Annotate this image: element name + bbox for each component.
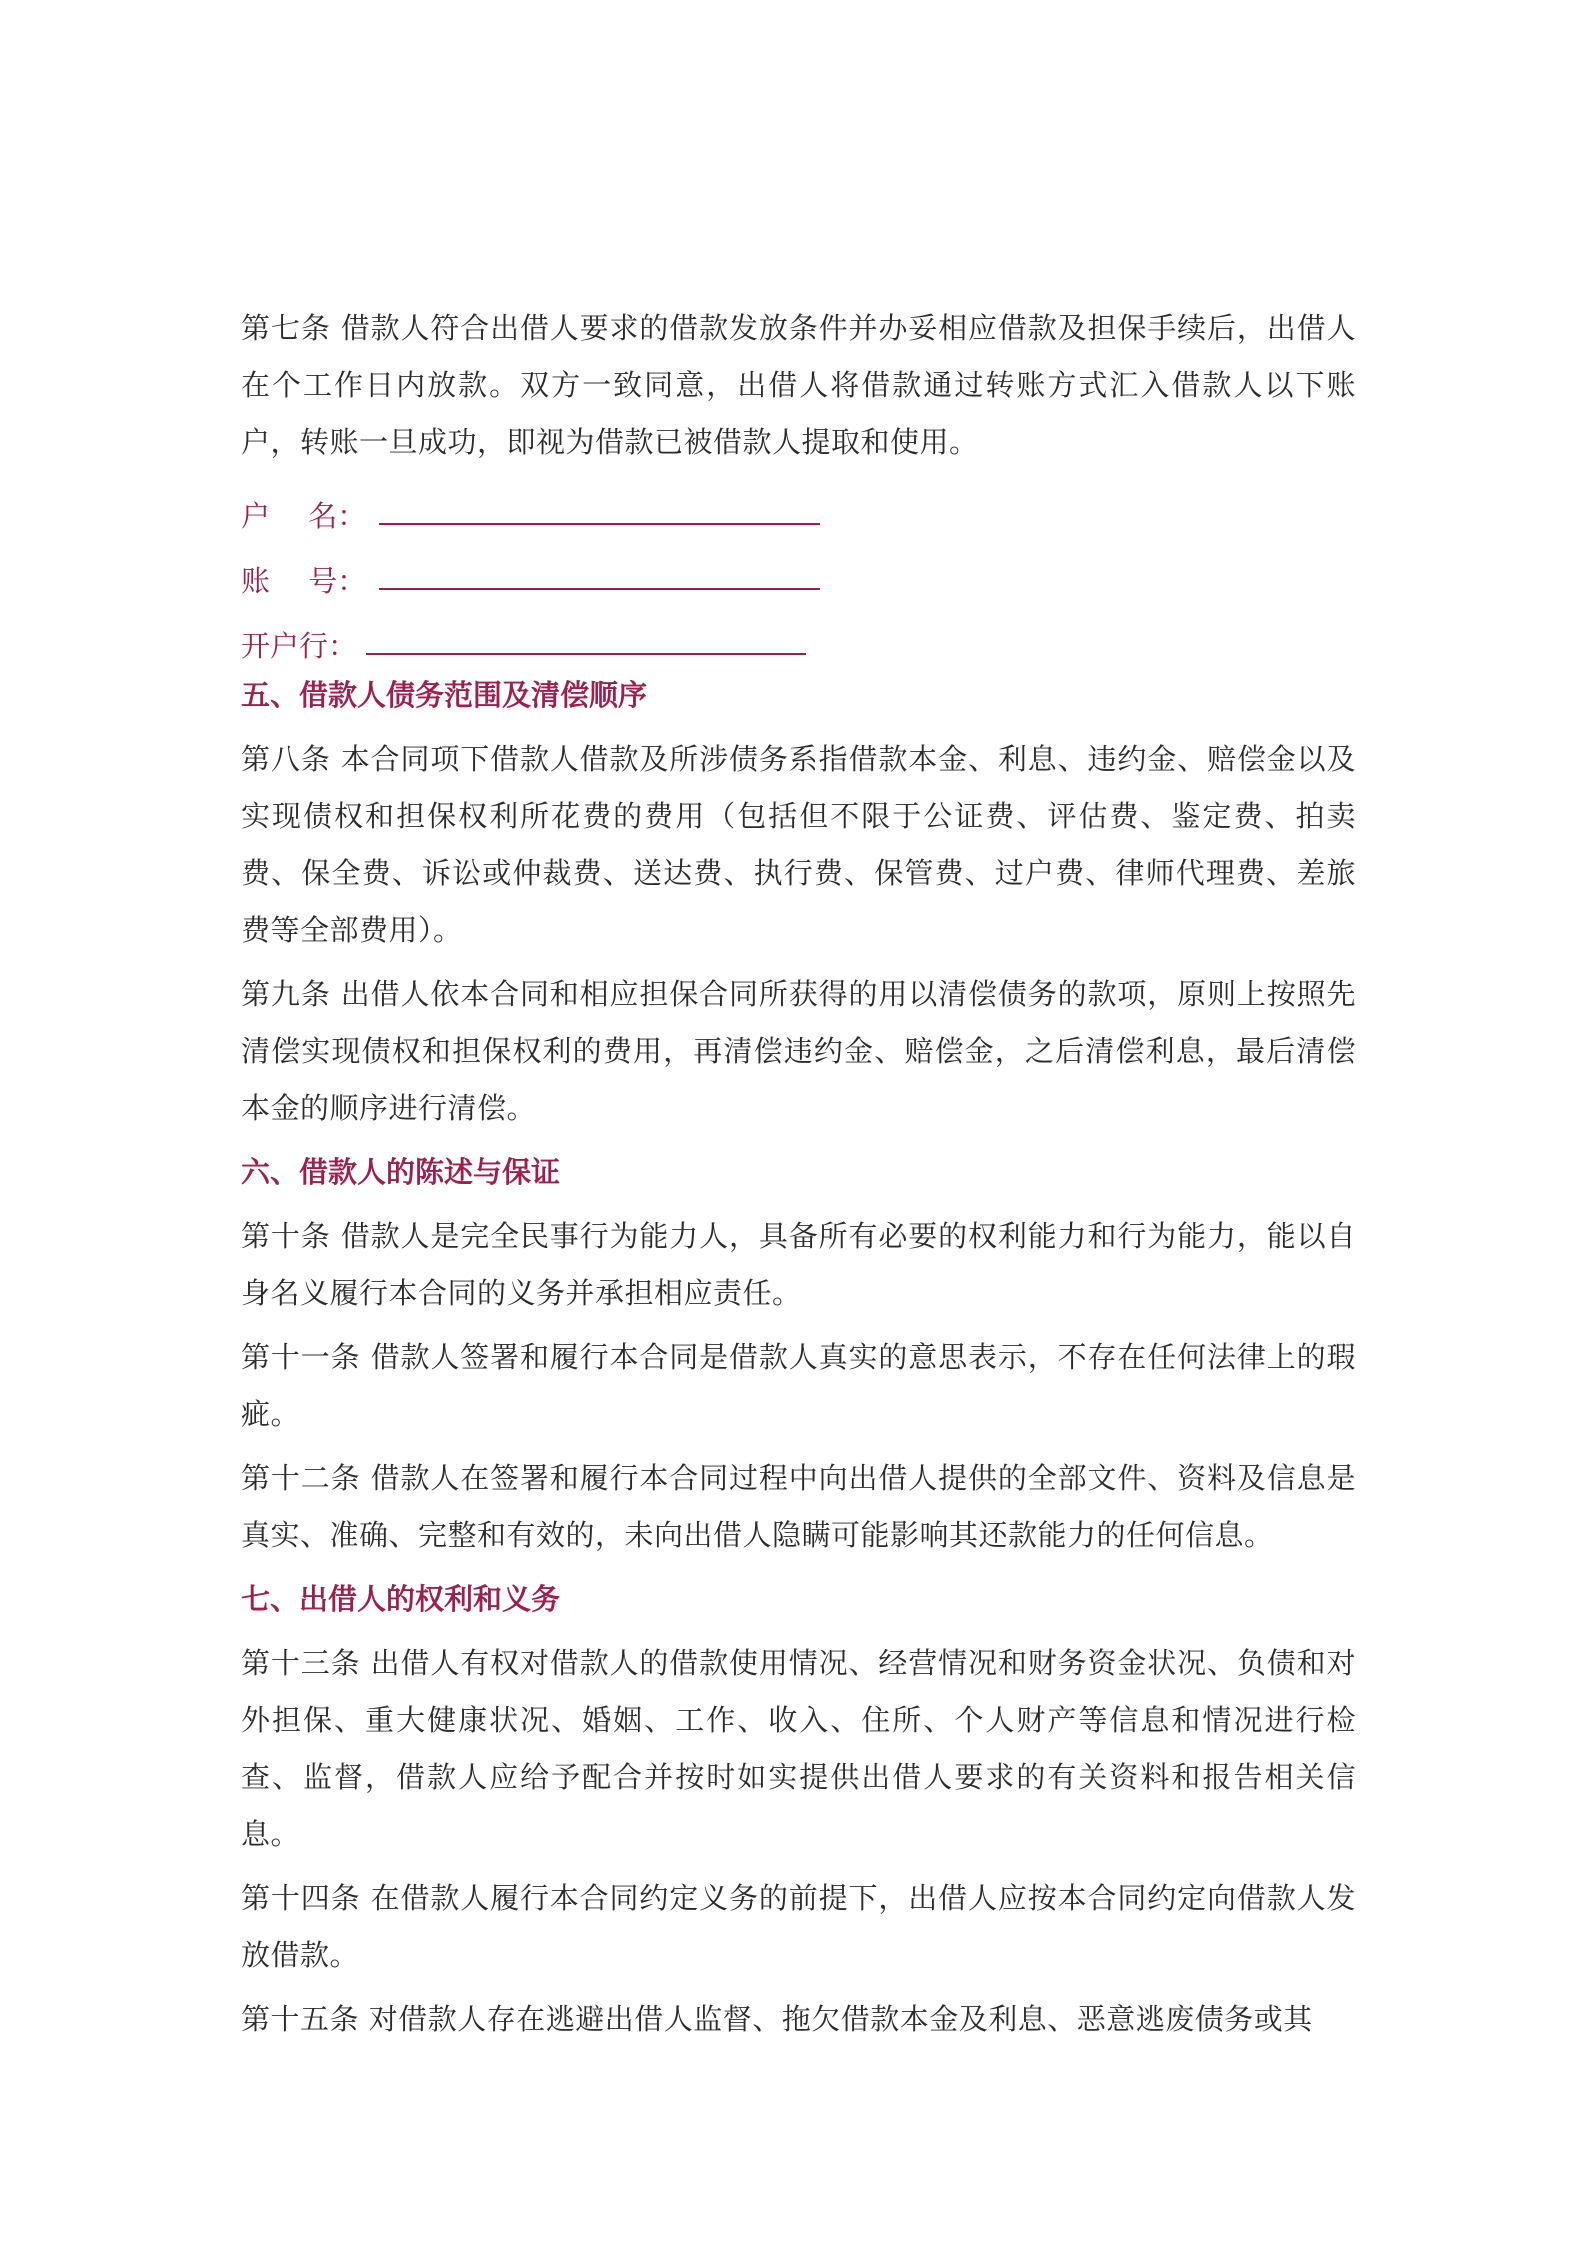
article-9: 第九条 出借人依本合同和相应担保合同所获得的用以清偿债务的款项，原则上按照先清偿实现债权和担保权利的费用，再清偿违约金、赔偿金，之后清偿利息，最后清偿本金的顺序进行清偿。	[241, 977, 1356, 1125]
account-name-label: 户 名：	[241, 499, 367, 533]
article-15: 第十五条 对借款人存在逃避出借人监督、拖欠借款本金及利息、恶意逃废债务或其	[241, 2002, 1313, 2036]
article-13: 第十三条 出借人有权对借款人的借款使用情况、经营情况和财务资金状况、负债和对外担保、重大健康状况、婚姻、工作、收入、住所、个人财产等信息和情况进行检查、监督，借款人应给予配合并按时如实提供出借人要求的有关资料和报告相关信息。	[241, 1646, 1356, 1851]
article-11: 第十一条 借款人签署和履行本合同是借款人真实的意思表示，不存在任何法律上的瑕疵。	[241, 1340, 1356, 1431]
section-7-title: 七、出借人的权利和义务	[241, 1582, 561, 1616]
section-6-title: 六、借款人的陈述与保证	[241, 1155, 561, 1189]
section-5-title: 五、借款人债务范围及清偿顺序	[241, 678, 648, 712]
article-8: 第八条 本合同项下借款人借款及所涉债务系指借款本金、利息、违约金、赔偿金以及实现债权和担保权利所花费的费用（包括但不限于公证费、评估费、鉴定费、拍卖费、保全费、诉讼或仲裁费、送达费、执行费、保管费、过户费、律师代理费、差旅费等全部费用）。	[241, 742, 1356, 947]
article-10: 第十条 借款人是完全民事行为能力人，具备所有必要的权利能力和行为能力，能以自身名义履行本合同的义务并承担相应责任。	[241, 1219, 1356, 1310]
account-name-field	[241, 478, 1356, 535]
article-7: 第七条 借款人符合出借人要求的借款发放条件并办妥相应借款及担保手续后，出借人在个工作日内放款。双方一致同意，出借人将借款通过转账方式汇入借款人以下账户，转账一旦成功，即视为借款已被借款人提取和使用。	[241, 311, 1356, 459]
account-number-field	[241, 543, 1356, 600]
bank-blank[interactable]	[366, 652, 806, 655]
bank-label: 开户行：	[241, 629, 358, 663]
account-number-label: 账 号：	[241, 564, 367, 598]
article-12: 第十二条 借款人在签署和履行本合同过程中向出借人提供的全部文件、资料及信息是真实、准确、完整和有效的，未向出借人隐瞒可能影响其还款能力的任何信息。	[241, 1461, 1356, 1552]
account-name-blank[interactable]	[379, 522, 820, 525]
article-14: 第十四条 在借款人履行本合同约定义务的前提下，出借人应按本合同约定向借款人发放借款。	[241, 1881, 1356, 1972]
document-body	[241, 300, 1356, 2055]
account-number-blank[interactable]	[379, 587, 820, 590]
bank-field	[241, 608, 1356, 665]
